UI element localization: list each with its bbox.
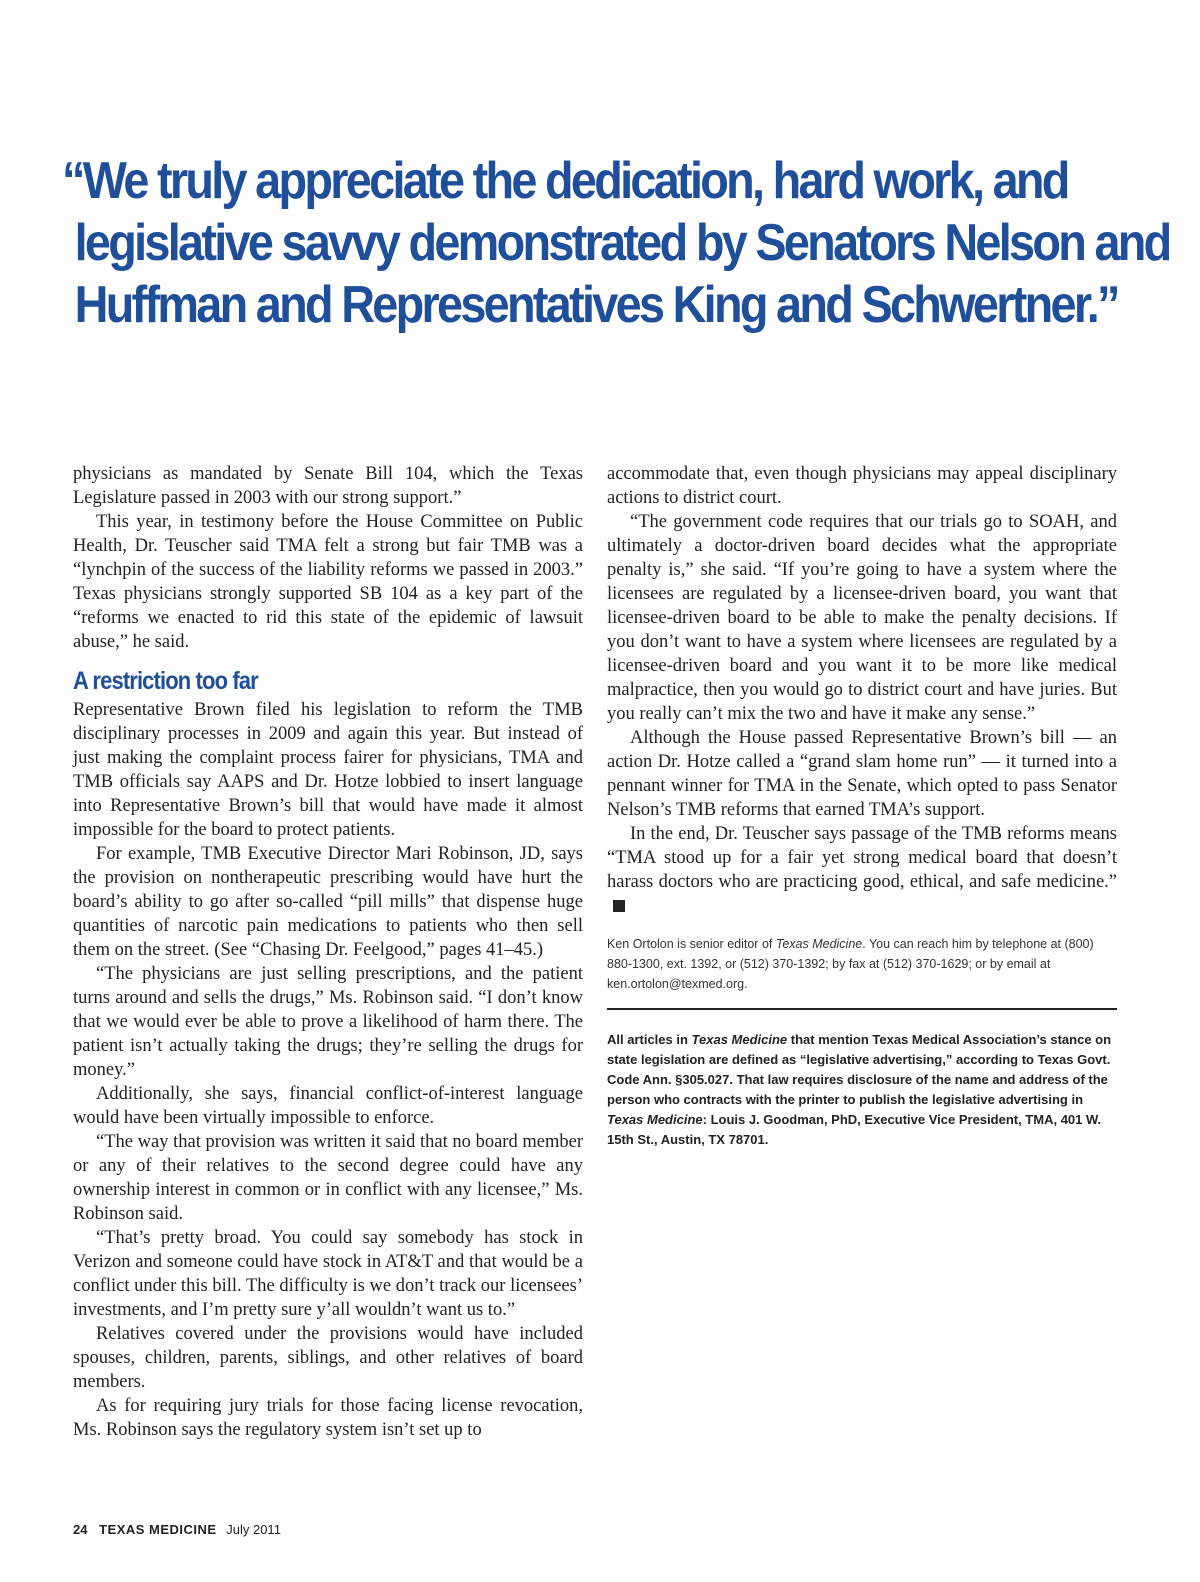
paragraph: “That’s pretty broad. You could say somebody has stock in Verizon and someone could have stock in AT&T and that would be a conflict under this bill. The difficulty is we don’t track our licensees’ investments, and I’m pretty sure y’all wouldn’t want us to.” [73, 1228, 583, 1320]
paragraph: As for requiring jury trials for those facing license revocation, Ms. Robinson says the regulatory system isn’t set up to [73, 1396, 583, 1440]
disclaimer-magazine-name: Texas Medicine [607, 1112, 703, 1127]
paragraph: Representative Brown filed his legislation to reform the TMB disciplinary processes in 2009 and again this year. But instead of just making the complaint process fairer for physicians, TMA and TMB officials say AAPS and Dr. Hotze lobbied to insert language into Representative Brown’s bill that would have made it almost impossible for the board to protect patients. [73, 700, 583, 840]
bio-contact-text: . You can reach him by telephone at (800) 880-1300, ext. 1392, or (512) 370-1392; by fax at (512) 370-1629; or by email at ken.ortolon@texmed.org. [607, 937, 1094, 991]
paragraph: “The government code requires that our trials go to SOAH, and ultimately a doctor-driven board decides what the appropriate penalty is,” she said. “If you’re going to have a system where the licensees are regulated by a licensee-driven board, you want that licensee-driven board to be able to make the penalty decisions. If you don’t want to have a system where licensees are regulated by a licensee-driven board and you want it to be more like medical malpractice, then you would go to district court and have juries. But you really can’t mix the two and have it make any sense.” [607, 512, 1117, 724]
pull-quote [62, 150, 1170, 336]
paragraph: accommodate that, even though physicians may appeal disciplinary actions to district court. [607, 464, 1117, 508]
paragraph-final [607, 822, 1117, 918]
legislative-advertising-disclaimer [607, 1030, 1117, 1150]
pull-quote-line-3: Huffman and Representatives King and Schwertner.” [74, 276, 1118, 334]
final-paragraph-text: In the end, Dr. Teuscher says passage of the TMB reforms means “TMA stood up for a fair yet strong medical board that doesn’t harass doctors who are practicing good, ethical, and safe medicine.” [607, 824, 1117, 892]
end-of-article-mark [613, 900, 625, 912]
divider [607, 1008, 1117, 1010]
paragraph: “The way that provision was written it said that no board member or any of their relatives to the second degree could have any ownership interest in common or in conflict with any licensee,” Ms. Robinson said. [73, 1132, 583, 1224]
paragraph: Although the House passed Representative Brown’s bill — an action Dr. Hotze called a “grand slam home run” — it turned into a pennant winner for TMA in the Senate, which opted to pass Senator Nelson’s TMB reforms that earned TMA’s support. [607, 728, 1117, 820]
bio-text: Ken Ortolon is senior editor of [607, 937, 776, 951]
page-number: 24 [73, 1522, 88, 1537]
disclaimer-text: : Louis J. Goodman, PhD, Executive Vice President, TMA, 401 W. 15th St., Austin, TX 78701. [607, 1112, 1102, 1147]
article-column-right [607, 462, 1117, 1150]
section-subhead: A restriction too far [73, 667, 258, 695]
paragraph: Additionally, she says, financial conflict-of-interest language would have been virtually impossible to enforce. [73, 1084, 583, 1128]
pull-quote-line-2: legislative savvy demonstrated by Senators Nelson and [74, 214, 1170, 272]
paragraph: “The physicians are just selling prescriptions, and the patient turns around and sells the drugs,” Ms. Robinson said. “I don’t know that we would ever be able to prove a likelihood of harm there. The patient isn’t actually taking the drugs; they’re selling the drugs for money.” [73, 964, 583, 1080]
paragraph: This year, in testimony before the House Committee on Public Health, Dr. Teuscher said TMA felt a strong but fair TMB was a “lynchpin of the success of the liability reforms we passed in 2003.” Texas physicians strongly supported SB 104 as a key part of the “reforms we enacted to rid this state of the epidemic of lawsuit abuse,” he said. [73, 512, 583, 652]
disclaimer-magazine-name: Texas Medicine [691, 1032, 788, 1047]
paragraph: For example, TMB Executive Director Mari Robinson, JD, says the provision on nontherapeutic prescribing would have hurt the board’s ability to go after so-called “pill mills” that dispense huge quantities of narcotic pain medications to patients who then sell them on the street. (See “Chasing Dr. Feelgood,” pages 41–45.) [73, 844, 583, 960]
issue-date: July 2011 [226, 1522, 281, 1537]
disclaimer-text: All articles in [607, 1032, 692, 1047]
bio-magazine-name: Texas Medicine [775, 937, 863, 951]
magazine-name: TEXAS MEDICINE [99, 1522, 217, 1537]
page-footer [73, 1522, 281, 1537]
article-column-left [73, 462, 583, 1442]
author-bio [607, 934, 1117, 994]
pull-quote-line-1: “We truly appreciate the dedication, hard work, and [62, 152, 1068, 210]
paragraph: physicians as mandated by Senate Bill 104, which the Texas Legislature passed in 2003 with our strong support.” [73, 464, 583, 508]
disclaimer-text: that mention Texas Medical Association’s stance on state legislation are defined as “legislative advertising,” according to Texas Govt. Code Ann. §305.027. That law requires disclosure of the name and address of the person who contracts with the printer to publish the legislative advertising in [607, 1032, 1112, 1107]
paragraph: Relatives covered under the provisions would have included spouses, children, parents, siblings, and other relatives of board members. [73, 1324, 583, 1392]
